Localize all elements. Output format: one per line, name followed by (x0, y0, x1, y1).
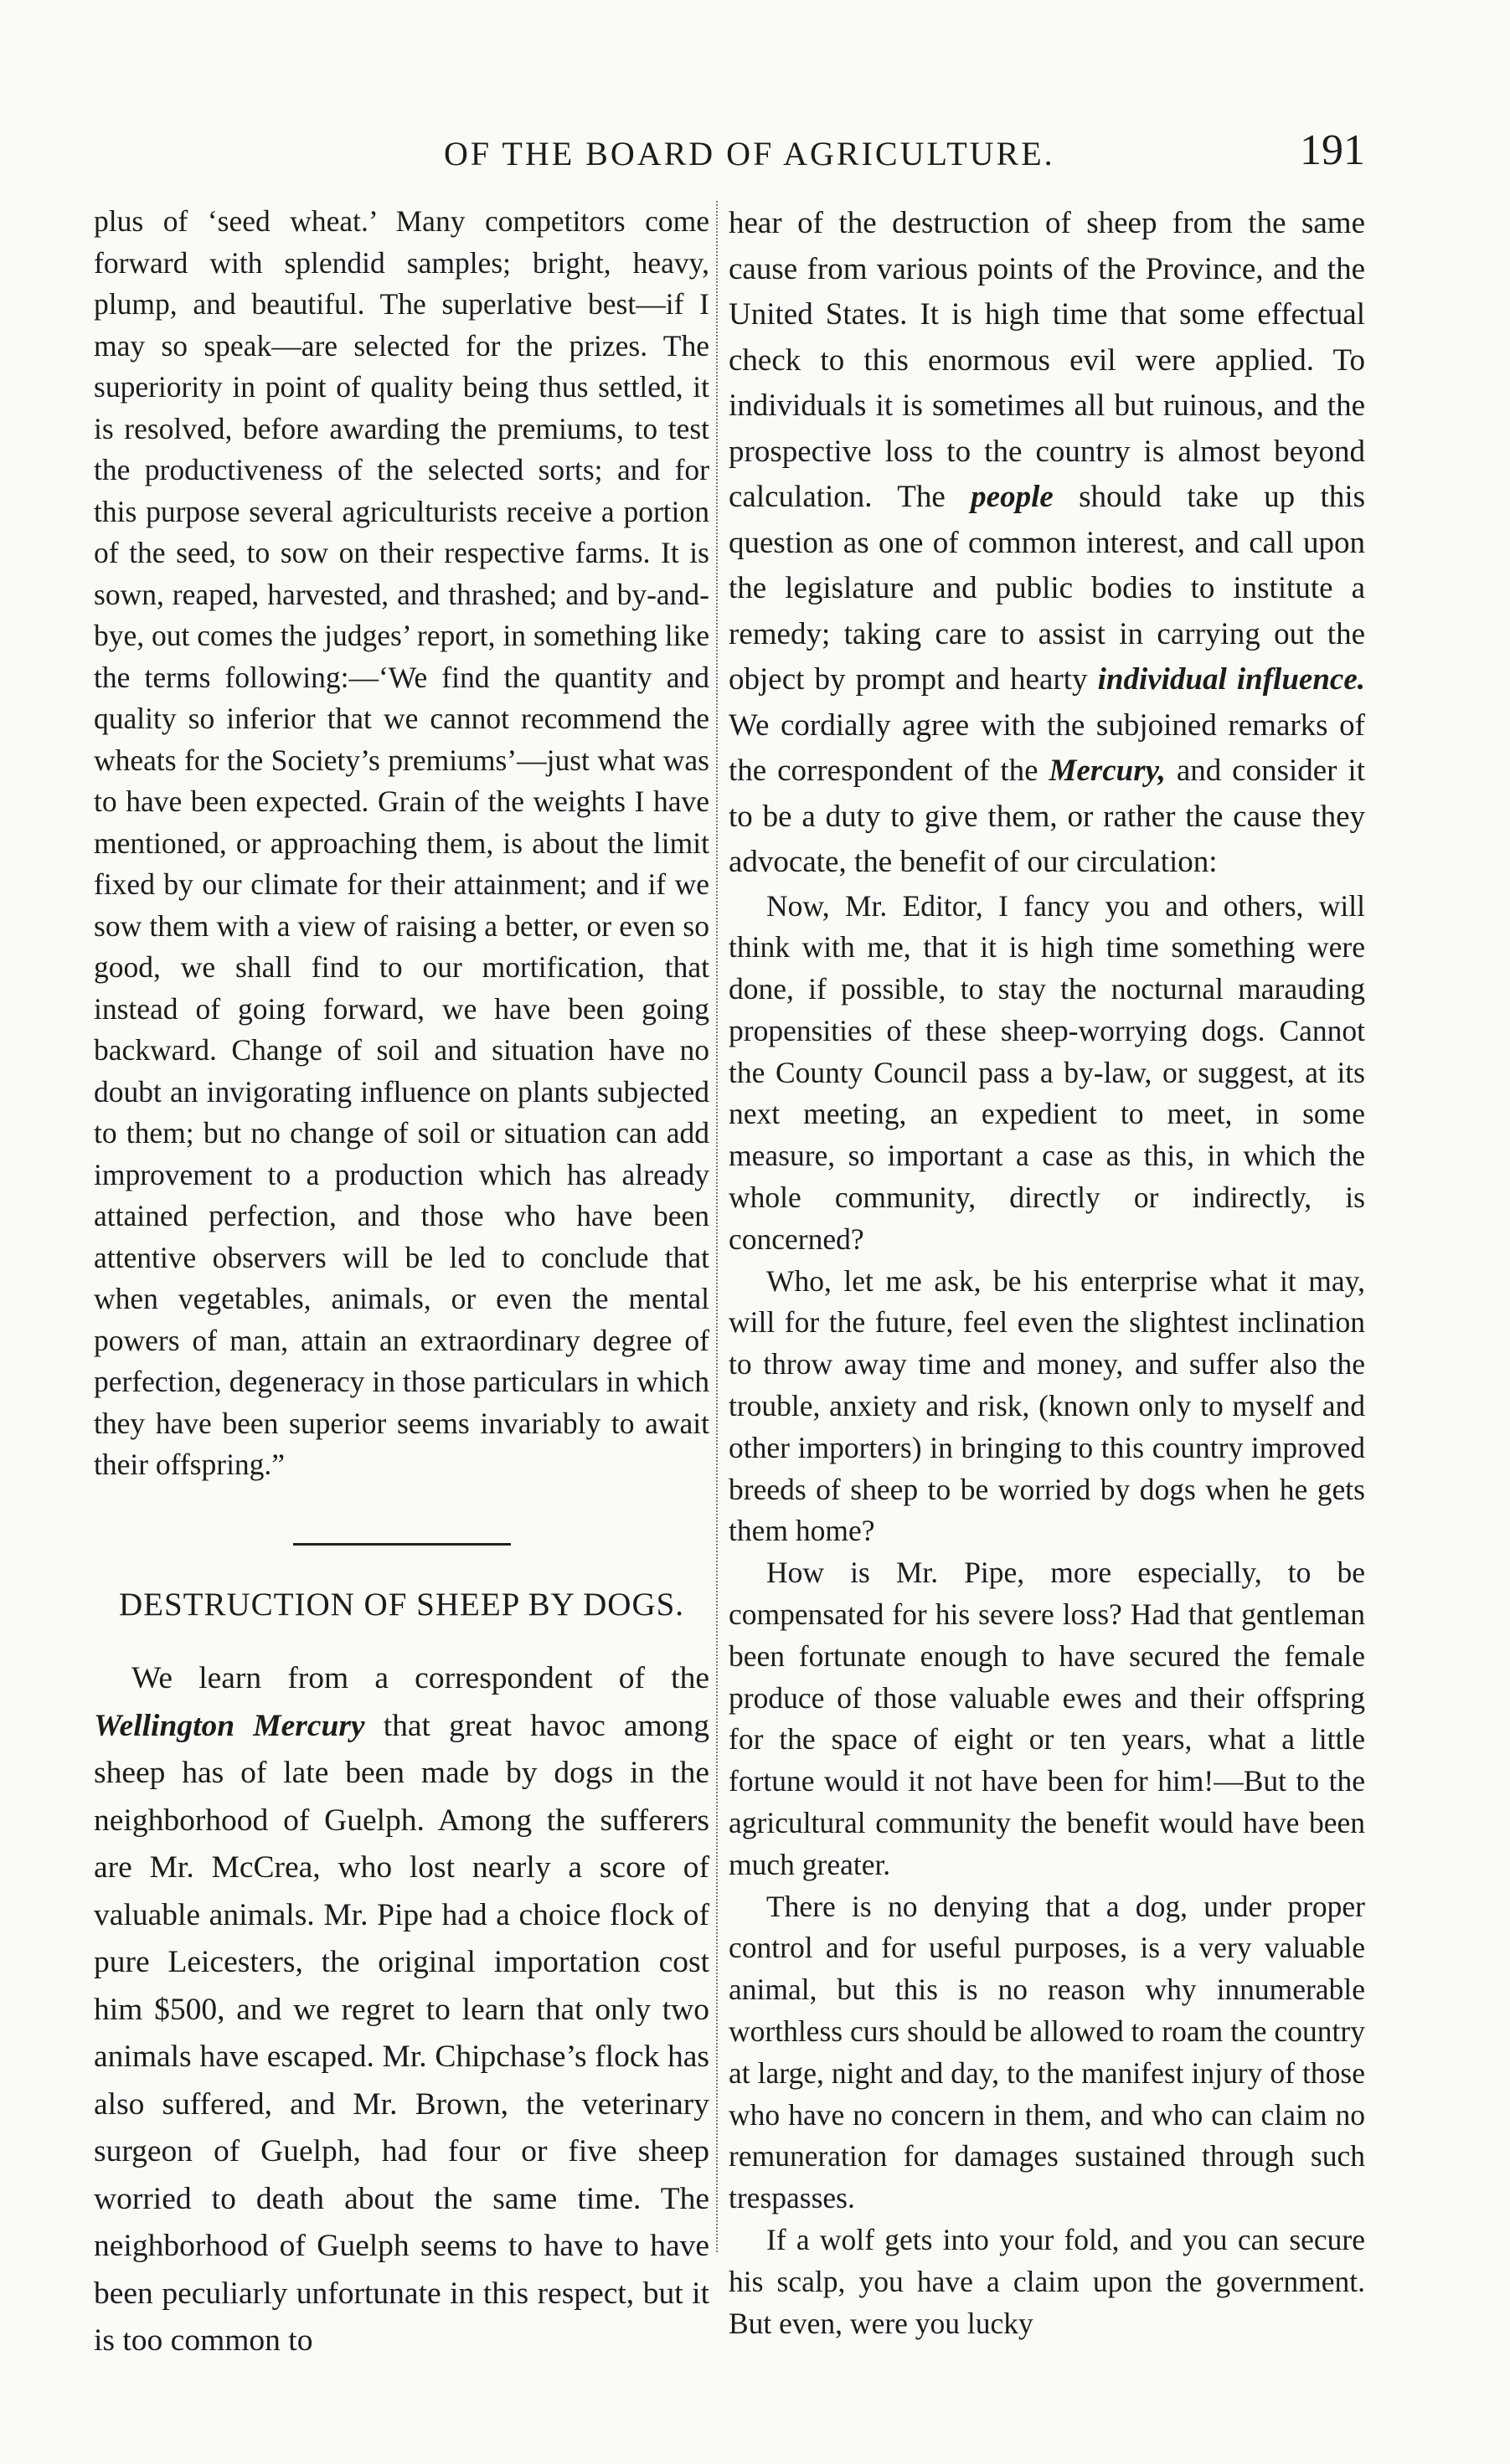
newspaper-name: Wellington Mercury (94, 1708, 365, 1743)
column-divider (716, 201, 718, 2252)
left-column (94, 201, 709, 2365)
emphasis-mercury: Mercury, (1049, 754, 1166, 788)
letter-paragraph-4: There is no denying that a dog, under proper control and for useful purposes, is a very valuable animal, but this is no reason why innumerable worthless curs should be allowed to roam the country at large, night and day, to the manifest injury of those who have no concern in them, and who can claim no remuneration for damages sustained through such trespasses. (729, 1889, 1365, 2215)
right-column (729, 201, 1365, 2344)
running-title: OF THE BOARD OF AGRICULTURE. (444, 135, 1055, 172)
editorial-text-d: and consider it to be a duty to give them, or rather the cause they advocate, the benefit of our circulation: (729, 754, 1365, 879)
page-number: 191 (1300, 126, 1365, 174)
editorial-paragraph (729, 201, 1365, 886)
editorial-text-b: should take up this question as one of common interest, and call upon the legislature and public bodies to institute a remedy; taking care to assist in carrying out the object by prompt and hearty (729, 480, 1366, 697)
page-header (167, 126, 1365, 193)
section-divider (293, 1543, 511, 1546)
section-title: DESTRUCTION OF SHEEP BY DOGS. (118, 1586, 685, 1623)
letter-paragraph-1: Now, Mr. Editor, I fancy you and others, will think with me, that it is high time something were done, if possible, to stay the nocturnal marauding propensities of these sheep-worrying dogs. Cannot the County Council pass a by-law, or suggest, at its next meeting, an expedient to meet, in some measure, so important a case as this, in which the whole community, directly or indirectly, is concerned? (729, 888, 1365, 1256)
letter-paragraph-5: If a wolf gets into your fold, and you can secure his scalp, you have a claim upon the government. But even, were you lucky (729, 2223, 1365, 2340)
continued-paragraph: plus of ‘seed wheat.’ Many competitors come forward with splendid samples; bright, heavy, plump, and beautiful. The superlative best—if I may so speak—are selected for the prizes. The superiority in point of quality being thus settled, it is resolved, before awarding the premiums, to test the productiveness of the selected sorts; and for this purpose several agriculturists receive a portion of the seed, to sow on their respective farms. It is sown, reaped, harvested, and thrashed; and by-and-bye, out comes the judges’ report, in something like the terms following:—‘We find the quantity and quality so inferior that we cannot recommend the wheats for the Society’s premiums’—just what was to have been expected. Grain of the weights I have mentioned, or approaching them, is about the limit fixed by our climate for their attainment; and if we sow them with a view of raising a better, or even so good, we shall find to our mortification, that instead of going forward, we have been going backward. Change of soil and situation have no doubt an invigorating influence on plants subjected to them; but no change of soil or situation can add improvement to a production which has already attained perfection, and those who have been attentive observers will be led to conclude that when vegetables, animals, or even the mental powers of man, attain an extraordinary degree of perfection, degeneracy in those particulars in which they have been superior seems invariably to await their offspring.” (94, 204, 709, 1481)
correspondent-letter (729, 886, 1365, 2345)
article-text-rest: that great havoc among sheep has of late been made by dogs in the neighborhood of Guelph. Among the sufferers are Mr. McCrea, who lost nearly a score of valuable animals. Mr. Pipe had a choice flock of pure Leicesters, the original importation cost him $500, and we regret to learn that only two animals have escaped. Mr. Chipchase’s flock has also suffered, and Mr. Brown, the veterinary surgeon of Guelph, had four or five sheep worried to death about the same time. The neighborhood of Guelph seems to have to have been peculiarly unfortunate in this respect, but it is too common to (94, 1708, 709, 2358)
editorial-text-a: hear of the destruction of sheep from the same cause from various points of the Province, and the United States. It is high time that some effectual check to this enormous evil were applied. To individuals it is sometimes all but ruinous, and the prospective loss to the country is almost beyond calculation. The (729, 206, 1365, 514)
article-paragraph (94, 1655, 709, 2365)
editorial-text-c: We cordially agree with the subjoined remarks of the correspondent of the (729, 707, 1365, 788)
emphasis-people: people (971, 480, 1054, 514)
letter-paragraph-2: Who, let me ask, be his enterprise what it may, will for the future, feel even the slightest inclination to throw away time and money, and suffer also the trouble, anxiety and risk, (known only to myself and other importers) in bringing to this country improved breeds of sheep to be worried by dogs when he gets them home? (729, 1263, 1365, 1548)
article-text-start: We learn from a correspondent of the (131, 1661, 709, 1695)
emphasis-influence: individual influence. (1097, 662, 1366, 697)
letter-paragraph-3: How is Mr. Pipe, more especially, to be compensated for his severe loss? Had that gentleman been fortunate enough to have secured the female produce of those valuable ewes and their offspring for the space of eight or ten years, what a little fortune would it not have been for him!—But to the agricultural community the benefit would have been much greater. (729, 1556, 1365, 1881)
